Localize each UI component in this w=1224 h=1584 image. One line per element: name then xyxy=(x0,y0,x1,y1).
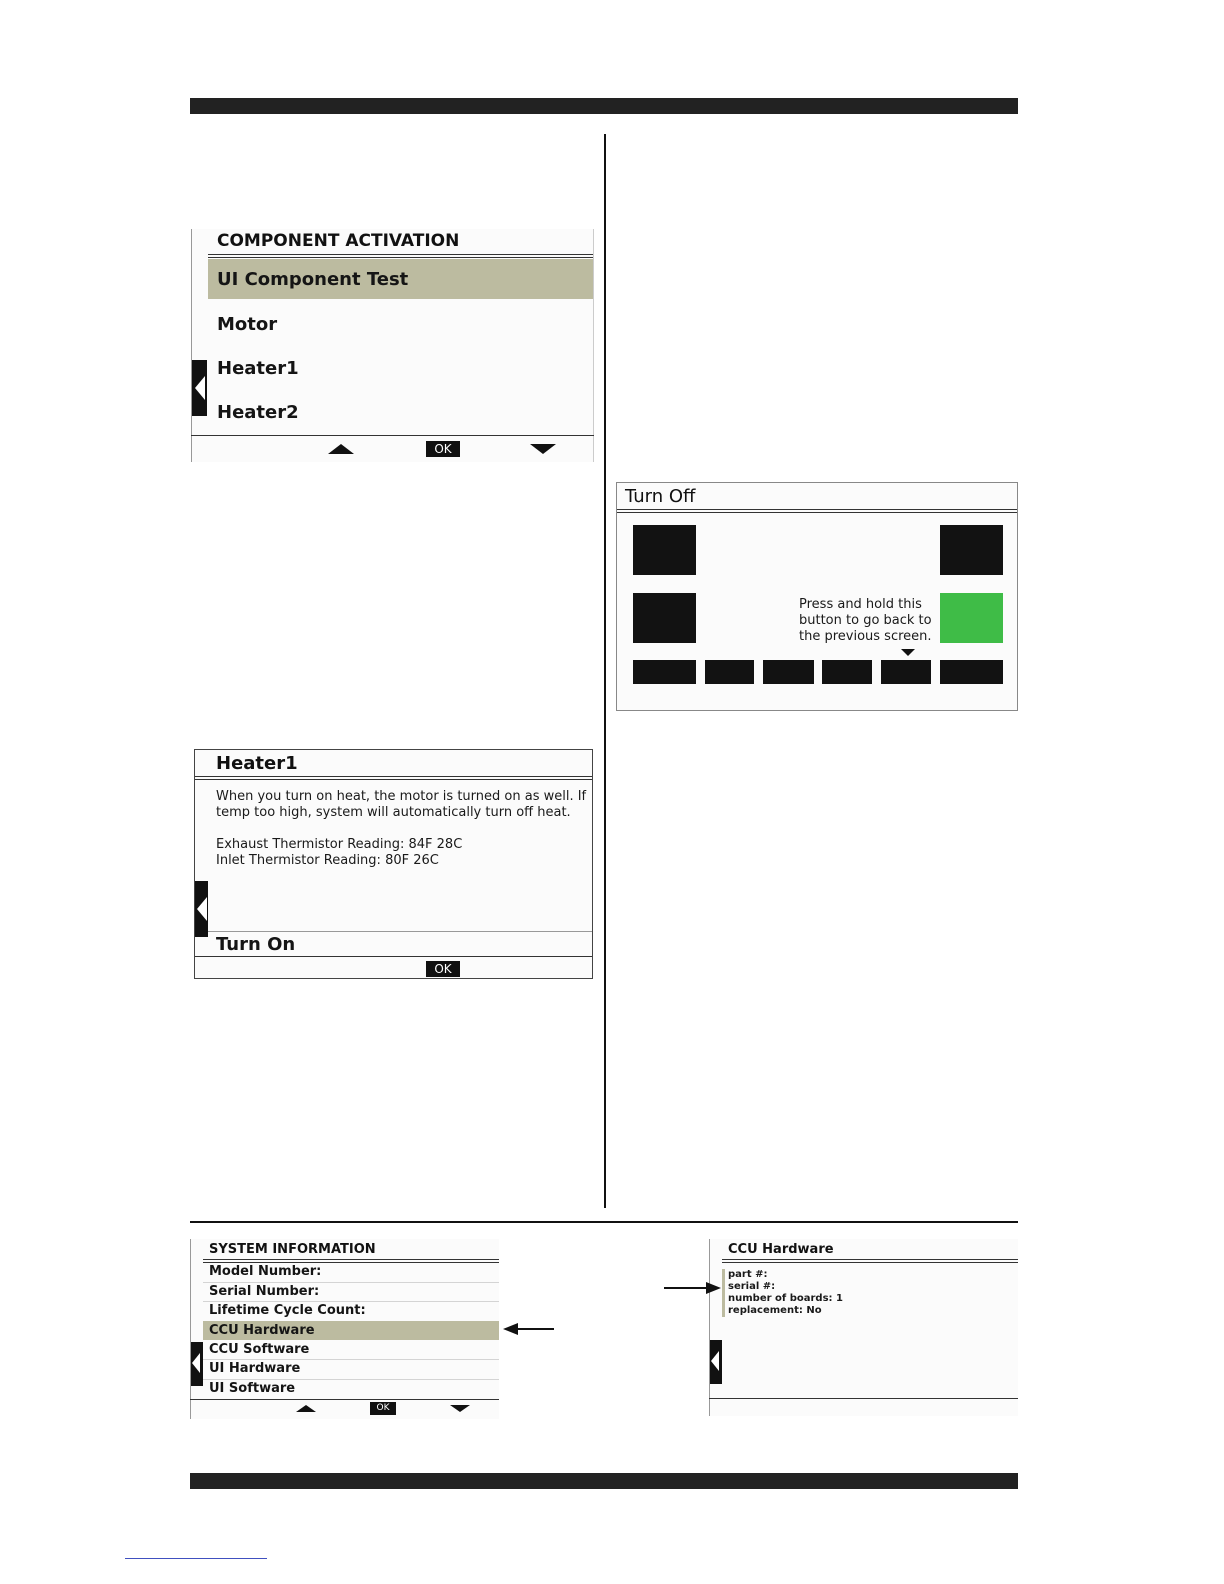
ccu-hardware-screen xyxy=(709,1239,1018,1416)
detail-part-number: part #: xyxy=(728,1269,768,1280)
turn-on-button[interactable]: Turn On xyxy=(216,934,296,955)
callout-line-3: the previous screen. xyxy=(799,629,932,644)
row-divider xyxy=(203,1282,499,1283)
screen-title: SYSTEM INFORMATION xyxy=(209,1242,376,1257)
bottom-key-2[interactable] xyxy=(705,660,754,684)
row-divider xyxy=(203,1379,499,1380)
info-item-selected[interactable] xyxy=(203,1321,499,1340)
system-information-screen xyxy=(190,1239,499,1419)
menu-item-heater1[interactable]: Heater1 xyxy=(217,358,299,379)
row-divider xyxy=(203,1359,499,1360)
back-arrow-icon xyxy=(197,897,207,921)
down-arrow-icon[interactable] xyxy=(530,444,556,454)
callout-line-2: button to go back to xyxy=(799,613,932,628)
up-arrow-icon[interactable] xyxy=(296,1405,316,1412)
pointer-arrow-icon xyxy=(516,1328,554,1330)
action-divider xyxy=(208,931,592,932)
back-arrow-icon xyxy=(711,1351,719,1371)
softkey-divider xyxy=(190,1399,499,1400)
info-item-ui-software[interactable]: UI Software xyxy=(209,1381,296,1396)
up-arrow-icon[interactable] xyxy=(328,444,354,454)
section-divider xyxy=(190,1221,1018,1223)
screen-title: CCU Hardware xyxy=(728,1242,834,1257)
detail-serial-number: serial #: xyxy=(728,1281,776,1292)
info-item-ui-hardware[interactable]: UI Hardware xyxy=(209,1361,301,1376)
softkey-top-right[interactable] xyxy=(940,525,1003,575)
screen-title: Heater1 xyxy=(216,753,298,774)
info-item-serial-number[interactable]: Serial Number: xyxy=(209,1284,320,1299)
bottom-key-1[interactable] xyxy=(633,660,696,684)
detail-replacement: replacement: No xyxy=(728,1305,822,1316)
bottom-key-3[interactable] xyxy=(763,660,814,684)
bottom-key-4[interactable] xyxy=(822,660,872,684)
softkey-mid-left[interactable] xyxy=(633,593,696,643)
menu-item-motor[interactable]: Motor xyxy=(217,314,278,335)
header-bar xyxy=(190,98,1018,114)
bottom-key-6[interactable] xyxy=(940,660,1003,684)
row-divider xyxy=(203,1301,499,1302)
footer-bar xyxy=(190,1473,1018,1489)
ok-button[interactable]: OK xyxy=(426,961,460,977)
column-divider xyxy=(604,134,606,1208)
back-softkey-highlight[interactable] xyxy=(940,593,1003,643)
back-button[interactable] xyxy=(710,1340,722,1384)
title-rule xyxy=(195,776,592,780)
info-item-lifetime-cycle-count[interactable]: Lifetime Cycle Count: xyxy=(209,1303,366,1318)
pointer-arrow-icon xyxy=(664,1287,708,1289)
back-button[interactable] xyxy=(191,1342,203,1386)
screen-title: Turn Off xyxy=(625,486,696,507)
back-arrow-icon xyxy=(195,376,205,400)
inlet-reading: Inlet Thermistor Reading: 80F 26C xyxy=(216,853,439,868)
ok-button[interactable]: OK xyxy=(370,1402,396,1415)
detail-number-of-boards: number of boards: 1 xyxy=(728,1293,843,1304)
info-item-ccu-software[interactable]: CCU Software xyxy=(209,1342,310,1357)
title-rule xyxy=(208,254,593,258)
softkey-divider xyxy=(191,435,594,436)
menu-item-heater2[interactable]: Heater2 xyxy=(217,402,299,423)
back-button[interactable] xyxy=(195,881,208,937)
ok-button[interactable]: OK xyxy=(426,441,460,457)
title-rule xyxy=(722,1259,1018,1263)
back-button[interactable] xyxy=(192,360,207,416)
detail-accent-bar xyxy=(722,1269,725,1317)
description-line-1: When you turn on heat, the motor is turned on as well. If xyxy=(216,789,587,804)
pointer-arrowhead-icon xyxy=(503,1323,518,1335)
component-activation-screen xyxy=(191,229,594,462)
callout-pointer-icon xyxy=(901,649,915,656)
info-item-ccu-hardware: CCU Hardware xyxy=(209,1323,315,1338)
screen-title: COMPONENT ACTIVATION xyxy=(217,231,460,251)
softkey-divider xyxy=(195,956,592,957)
title-rule xyxy=(203,1259,499,1263)
softkey-divider xyxy=(709,1398,1018,1399)
link-underline xyxy=(125,1558,267,1559)
pointer-arrowhead-icon xyxy=(706,1282,721,1294)
heater1-screen xyxy=(194,749,593,979)
info-item-model-number[interactable]: Model Number: xyxy=(209,1264,322,1279)
down-arrow-icon[interactable] xyxy=(450,1405,470,1412)
back-arrow-icon xyxy=(192,1353,200,1373)
description-line-2: temp too high, system will automatically turn off heat. xyxy=(216,805,571,820)
bottom-key-5[interactable] xyxy=(881,660,931,684)
callout-line-1: Press and hold this xyxy=(799,597,922,612)
softkey-top-left[interactable] xyxy=(633,525,696,575)
title-rule xyxy=(617,509,1017,513)
turn-off-screen xyxy=(616,482,1018,711)
menu-item-selected[interactable] xyxy=(208,259,593,299)
menu-item-label: UI Component Test xyxy=(217,269,409,290)
exhaust-reading: Exhaust Thermistor Reading: 84F 28C xyxy=(216,837,463,852)
